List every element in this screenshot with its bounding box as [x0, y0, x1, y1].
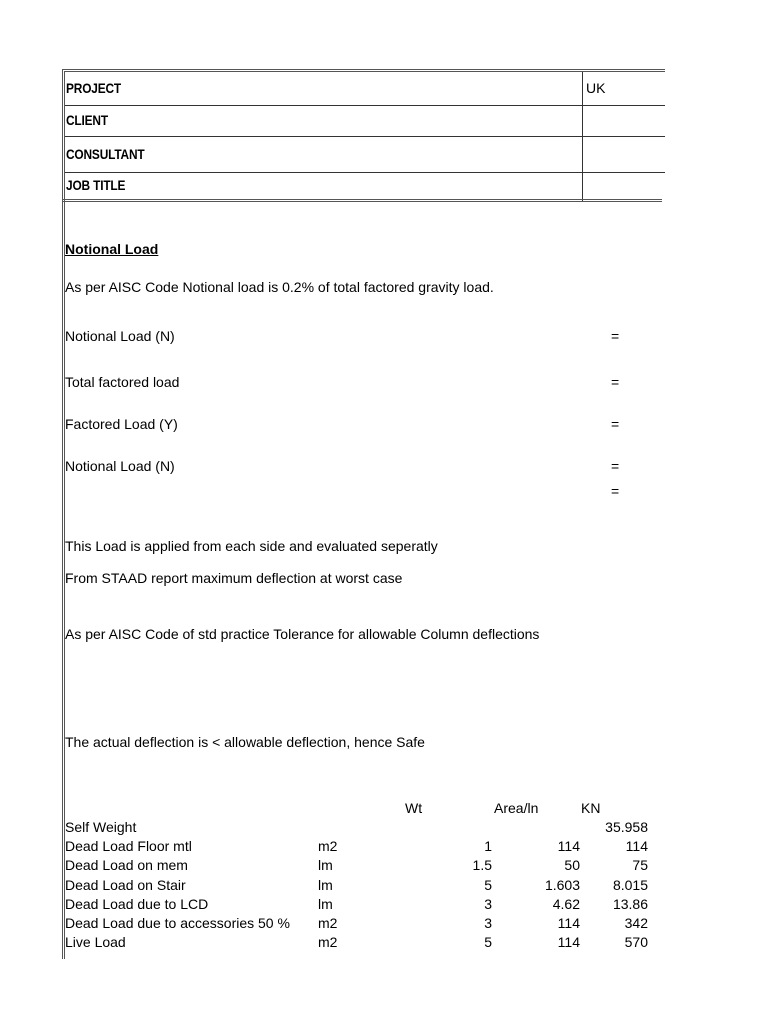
load-desc: Dead Load Floor mtl: [65, 838, 192, 854]
calc-equals: =: [611, 328, 620, 344]
note-aisc-tolerance: As per AISC Code of std practice Tolerance for allowable Column deflections: [65, 626, 540, 642]
load-area: 114: [557, 838, 580, 854]
load-kn: 13.86: [612, 896, 648, 912]
load-kn: 8.015: [612, 877, 648, 893]
project-value: UK: [586, 80, 606, 96]
load-unit: m2: [318, 915, 338, 931]
calc-label-notional-load: Notional Load (N): [65, 328, 175, 344]
load-unit: m2: [318, 838, 338, 854]
load-desc: Self Weight: [65, 819, 137, 835]
calc-label-total-factored: Total factored load: [65, 374, 180, 390]
body-top-border: [62, 199, 662, 205]
load-unit: lm: [318, 877, 333, 893]
calc-equals: =: [611, 374, 620, 390]
col-header-wt: Wt: [405, 800, 423, 816]
load-unit: lm: [318, 857, 333, 873]
load-wt: 5: [484, 877, 492, 893]
load-desc: Dead Load due to accessories 50 %: [65, 915, 290, 931]
col-header-area: Area/ln: [494, 800, 539, 816]
load-wt: 5: [484, 934, 492, 950]
load-kn: 570: [624, 934, 648, 950]
load-kn: 342: [624, 915, 648, 931]
header-table: [62, 69, 665, 202]
load-desc: Live Load: [65, 934, 126, 950]
load-wt: 1: [484, 838, 492, 854]
load-desc: Dead Load on mem: [65, 857, 188, 873]
load-kn: 75: [632, 857, 648, 873]
col-header-kn: KN: [581, 800, 601, 816]
header-row-job-title: [65, 172, 665, 199]
section-heading: Notional Load: [65, 241, 159, 257]
header-row-consultant: [65, 136, 665, 173]
note-applied-each-side: This Load is applied from each side and evaluated seperatly: [65, 538, 438, 554]
calc-label-notional-load-2: Notional Load (N): [65, 458, 175, 474]
load-area: 4.62: [552, 896, 580, 912]
load-unit: lm: [318, 896, 333, 912]
load-area: 114: [557, 934, 580, 950]
consultant-label: CONSULTANT: [66, 146, 145, 162]
calc-label-factored-load: Factored Load (Y): [65, 416, 178, 432]
load-area: 114: [557, 915, 580, 931]
intro-text: As per AISC Code Notional load is 0.2% of total factored gravity load.: [65, 279, 494, 295]
project-label: PROJECT: [66, 80, 122, 96]
calc-equals: =: [611, 458, 620, 474]
load-area: 1.603: [544, 877, 580, 893]
conclusion-text: The actual deflection is < allowable deflection, hence Safe: [65, 734, 425, 750]
load-wt: 3: [484, 915, 492, 931]
client-label: CLIENT: [66, 112, 108, 128]
load-wt: 3: [484, 896, 492, 912]
load-desc: Dead Load due to LCD: [65, 896, 209, 912]
header-row-client: [65, 105, 665, 137]
calc-equals: =: [611, 416, 620, 432]
calc-equals: =: [611, 483, 620, 499]
note-staad-report: From STAAD report maximum deflection at worst case: [65, 570, 403, 586]
load-desc: Dead Load on Stair: [65, 877, 186, 893]
load-area: 50: [564, 857, 580, 873]
header-row-project: [65, 72, 665, 106]
job-title-label: JOB TITLE: [66, 177, 126, 193]
load-kn: 114: [625, 838, 648, 854]
load-kn: 35.958: [605, 819, 648, 835]
load-unit: m2: [318, 934, 338, 950]
load-wt: 1.5: [472, 857, 492, 873]
header-divider: [582, 72, 583, 202]
